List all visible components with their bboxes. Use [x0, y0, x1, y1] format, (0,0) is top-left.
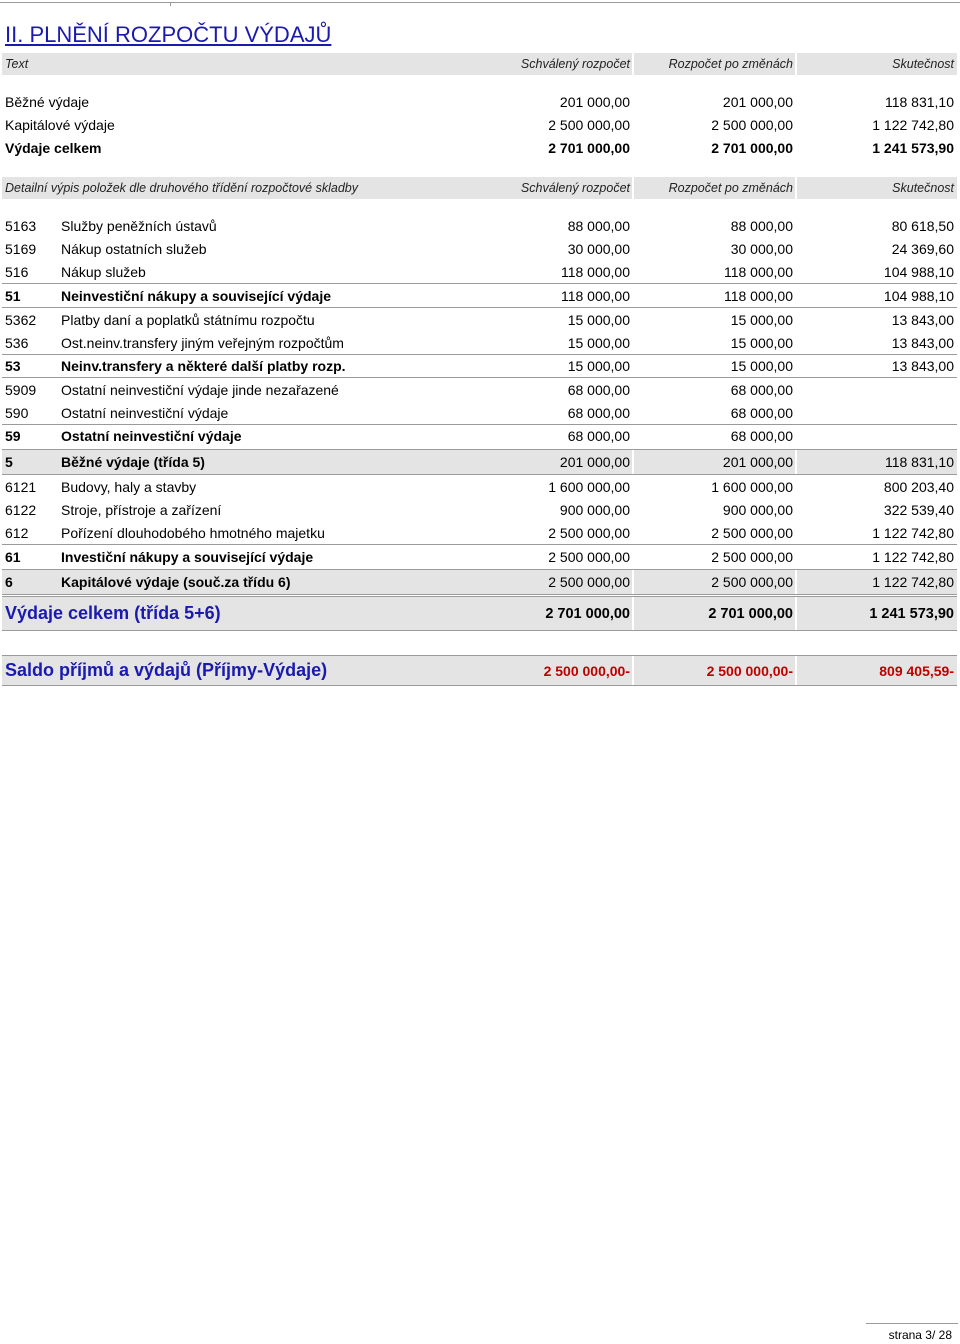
row-label: Běžné výdaje [5, 94, 90, 110]
approved-value: 1 600 000,00 [548, 479, 630, 495]
row-label: Ostatní neinvestiční výdaje [61, 428, 242, 444]
actual-value: 80 618,50 [891, 218, 954, 234]
approved-value: 118 000,00 [560, 288, 630, 304]
page-title: II. PLNĚNÍ ROZPOČTU VÝDAJŮ [5, 22, 332, 47]
row-label: Kapitálové výdaje (souč.za třídu 6) [61, 574, 291, 590]
table-row [2, 238, 957, 260]
grand-total-row [2, 596, 957, 631]
table-row [2, 522, 957, 545]
approved-value: 2 701 000,00 [548, 140, 630, 156]
table-row [2, 215, 957, 237]
row-code: 5909 [5, 382, 37, 398]
header-revised: Rozpočet po změnách [668, 181, 793, 195]
row-code: 5 [5, 454, 13, 470]
footer-rule [866, 1323, 958, 1324]
row-code: 53 [5, 358, 21, 374]
actual-value: 1 122 742,80 [872, 574, 954, 590]
row-code: 59 [5, 428, 21, 444]
row-label: Nákup ostatních služeb [61, 241, 207, 257]
summary-header [2, 53, 957, 75]
revised-value: 15 000,00 [730, 335, 793, 351]
row-label: Investiční nákupy a související výdaje [61, 549, 314, 565]
revised-value: 201 000,00 [722, 454, 793, 470]
header-revised: Rozpočet po změnách [668, 57, 793, 71]
revised-value: 1 600 000,00 [711, 479, 793, 495]
row-code: 51 [5, 288, 21, 304]
actual-value: 809 405,59- [879, 662, 954, 679]
row-label: Běžné výdaje (třída 5) [61, 454, 205, 470]
header-text: Text [5, 57, 29, 71]
header-actual: Skutečnost [892, 181, 954, 195]
row-code: 5163 [5, 218, 37, 234]
revised-value: 68 000,00 [730, 428, 793, 444]
row-code: 6121 [5, 479, 37, 495]
actual-value: 13 843,00 [891, 358, 954, 374]
approved-value: 201 000,00 [559, 454, 630, 470]
revised-value: 2 701 000,00 [711, 140, 793, 156]
approved-value: 2 701 000,00 [545, 605, 630, 622]
revised-value: 2 500 000,00 [711, 525, 793, 541]
row-code: 516 [5, 264, 29, 280]
row-label: Ostatní neinvestiční výdaje jinde nezařazené [61, 382, 339, 398]
approved-value: 15 000,00 [567, 312, 630, 328]
row-label: Služby peněžních ústavů [61, 218, 217, 234]
revised-value: 118 000,00 [723, 288, 793, 304]
actual-value: 13 843,00 [891, 335, 954, 351]
actual-value [797, 402, 954, 424]
approved-value: 2 500 000,00 [548, 525, 630, 541]
saldo-label: Saldo příjmů a výdajů (Příjmy-Výdaje) [5, 660, 328, 680]
approved-value: 88 000,00 [567, 218, 630, 234]
row-code: 612 [5, 525, 29, 541]
row-code: 590 [5, 405, 29, 421]
actual-value: 322 539,40 [883, 502, 954, 518]
row-label: Neinv.transfery a některé další platby rozp. [61, 358, 346, 374]
row-label: Ost.neinv.transfery jiným veřejným rozpočtům [61, 335, 344, 351]
table-row-class-total [2, 569, 957, 595]
approved-value: 2 500 000,00 [548, 549, 630, 565]
revised-value: 68 000,00 [730, 382, 793, 398]
table-row [2, 379, 957, 401]
approved-value: 900 000,00 [559, 502, 630, 518]
revised-value: 201 000,00 [722, 94, 793, 110]
detail-header [2, 177, 957, 199]
table-row [2, 402, 957, 425]
actual-value: 1 122 742,80 [872, 549, 954, 565]
header-actual: Skutečnost [892, 57, 954, 71]
table-row [2, 332, 957, 355]
table-row-subtotal [2, 285, 957, 308]
header-approved: Schválený rozpočet [520, 57, 630, 71]
revised-value: 900 000,00 [722, 502, 793, 518]
summary-row [2, 91, 957, 113]
header-approved: Schválený rozpočet [520, 181, 630, 195]
header-text: Detailní výpis položek dle druhového třídění rozpočtové skladby [5, 181, 358, 195]
row-label: Výdaje celkem [5, 140, 102, 156]
table-row [2, 476, 957, 498]
saldo-row [2, 655, 957, 686]
row-code: 536 [5, 335, 29, 351]
revised-value: 2 500 000,00- [706, 662, 793, 679]
table-row [2, 261, 957, 284]
revised-value: 2 500 000,00 [711, 549, 793, 565]
summary-row-total [2, 137, 957, 159]
table-row [2, 309, 957, 331]
row-label: Nákup služeb [61, 264, 146, 280]
row-label: Pořízení dlouhodobého hmotného majetku [61, 525, 325, 541]
page-number: strana 3/ 28 [888, 1328, 952, 1342]
actual-value [797, 425, 954, 447]
row-code: 5169 [5, 241, 37, 257]
table-row-subtotal [2, 546, 957, 568]
table-row-subtotal [2, 425, 957, 447]
revised-value: 2 701 000,00 [708, 605, 793, 622]
row-code: 5362 [5, 312, 37, 328]
summary-row [2, 114, 957, 136]
actual-value: 1 241 573,90 [872, 140, 954, 156]
actual-value: 1 122 742,80 [872, 117, 954, 133]
top-rule [0, 2, 960, 3]
actual-value: 13 843,00 [891, 312, 954, 328]
row-label: Kapitálové výdaje [5, 117, 115, 133]
row-label: Stroje, přístroje a zařízení [61, 502, 222, 518]
revised-value: 118 000,00 [723, 264, 793, 280]
approved-value: 2 500 000,00- [543, 662, 630, 679]
row-label: Neinvestiční nákupy a související výdaje [61, 288, 332, 304]
actual-value: 24 369,60 [891, 241, 954, 257]
approved-value: 2 500 000,00 [548, 117, 630, 133]
approved-value: 68 000,00 [567, 405, 630, 421]
approved-value: 2 500 000,00 [548, 574, 630, 590]
revised-value: 15 000,00 [730, 358, 793, 374]
row-label: Budovy, haly a stavby [61, 479, 197, 495]
approved-value: 68 000,00 [567, 428, 630, 444]
approved-value: 118 000,00 [560, 264, 630, 280]
approved-value: 30 000,00 [567, 241, 630, 257]
revised-value: 88 000,00 [730, 218, 793, 234]
approved-value: 201 000,00 [559, 94, 630, 110]
approved-value: 15 000,00 [567, 335, 630, 351]
approved-value: 68 000,00 [567, 382, 630, 398]
actual-value [797, 379, 954, 401]
revised-value: 30 000,00 [730, 241, 793, 257]
revised-value: 68 000,00 [730, 405, 793, 421]
actual-value: 118 831,10 [884, 94, 954, 110]
revised-value: 2 500 000,00 [711, 574, 793, 590]
revised-value: 2 500 000,00 [711, 117, 793, 133]
approved-value: 15 000,00 [567, 358, 630, 374]
table-row-class-total [2, 449, 957, 475]
row-label: Ostatní neinvestiční výdaje [61, 405, 229, 421]
actual-value: 800 203,40 [883, 479, 954, 495]
row-code: 6 [5, 574, 13, 590]
row-code: 61 [5, 549, 21, 565]
actual-value: 104 988,10 [883, 288, 954, 304]
row-label: Platby daní a poplatků státnímu rozpočtu [61, 312, 315, 328]
actual-value: 1 122 742,80 [872, 525, 954, 541]
grand-total-label: Výdaje celkem (třída 5+6) [5, 603, 221, 623]
actual-value: 1 241 573,90 [869, 605, 954, 622]
actual-value: 104 988,10 [883, 264, 954, 280]
table-row [2, 499, 957, 521]
actual-value: 118 831,10 [884, 454, 954, 470]
table-row-subtotal [2, 355, 957, 378]
row-code: 6122 [5, 502, 37, 518]
revised-value: 15 000,00 [730, 312, 793, 328]
